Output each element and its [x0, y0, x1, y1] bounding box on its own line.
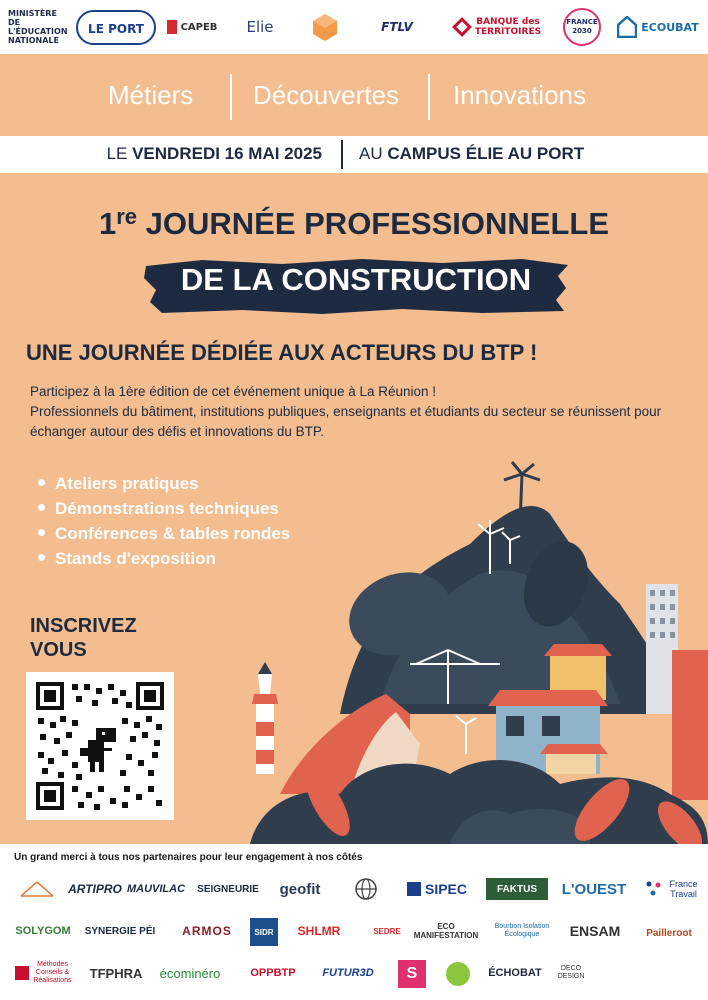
place-value: CAMPUS ÉLIE AU PORT: [387, 144, 585, 163]
partner-logo-deco-design: [556, 960, 586, 986]
partner-logo-bourbon-isolation: [488, 918, 556, 944]
bourbon-isolation-text: Bourbon Isolation Écologique: [494, 923, 550, 938]
partner-logo-pailleroot: [636, 918, 702, 948]
louest-text: L'OUEST: [561, 880, 627, 898]
wind-turbine-icon: [456, 716, 476, 754]
partner-logo-faktus: [486, 878, 548, 900]
sipec-text: SIPEC: [424, 881, 467, 897]
date-place-band: [0, 136, 708, 173]
pillar-innovations: Innovations: [453, 80, 586, 110]
partner-logo-synergie-pei: [84, 918, 156, 944]
ministere-logo: [8, 8, 70, 46]
qr-code-icon: [36, 682, 164, 810]
partner-logo-sidr: [250, 918, 278, 946]
france-2030-line-1: FRANCE: [566, 18, 598, 26]
register-heading: [30, 614, 137, 662]
dots-icon: [645, 880, 663, 898]
ftlv-logo: [366, 8, 428, 46]
partner-logo-ecominero: [152, 960, 228, 986]
partner-logo-artipro: [68, 876, 122, 902]
partner-logo-sipec: [404, 876, 470, 902]
partner-logo-armos: [176, 918, 238, 944]
partner-logo-mauvilac: [126, 876, 186, 902]
ecoubat-logo: [614, 8, 702, 46]
globe-icon: [354, 877, 378, 901]
title-ordinal: 1: [98, 206, 117, 241]
france-2030-line-2: 2030: [572, 27, 592, 35]
partner-logo-green-circle: [444, 960, 472, 988]
bullet-icon: [38, 554, 45, 561]
lighthouse: [252, 662, 278, 774]
pillar-divider: [428, 74, 430, 120]
solygom-text: SOLYGOM: [15, 925, 71, 937]
partner-logo-louest: [558, 876, 630, 902]
elie-logo: [234, 8, 286, 46]
bdt-line-1: BANQUE des: [476, 17, 540, 27]
shlmr-text: SHLMR: [297, 924, 341, 938]
futur3d-text: FUTUR3D: [322, 967, 374, 979]
sidr-text: SIDR: [254, 927, 274, 937]
pillars-row: [0, 72, 708, 122]
partner-logo-s: [398, 960, 426, 988]
capeb-logo: [162, 8, 222, 46]
partner-logo-solygom: [12, 918, 74, 944]
geofit-text: geofit: [279, 880, 321, 898]
seigneurie-text: SEIGNEURIE: [197, 883, 259, 895]
ministere-line-1: MINISTÈRE: [8, 9, 57, 18]
partner-logo-globe: [338, 876, 394, 902]
activity-label: Démonstrations techniques: [55, 499, 279, 518]
echobat-text: ÉCHOBAT: [488, 967, 542, 979]
bullet-icon: [38, 529, 45, 536]
leaf-icon: [445, 961, 471, 987]
sedre-text: SEDRE: [373, 926, 401, 936]
ministere-line-3: NATIONALE: [8, 36, 59, 45]
partner-logo-echobat: [484, 960, 546, 986]
register-line-2: VOUS: [30, 639, 87, 661]
activity-label: Ateliers pratiques: [55, 474, 199, 493]
bullet-icon: [38, 504, 45, 511]
partner-logo-seigneurie: [192, 876, 264, 902]
partner-logo-futur3d: [314, 960, 382, 986]
network-icon: [17, 878, 57, 900]
ensam-text: ENSAM: [569, 923, 621, 939]
partner-logo-tfphra: [86, 960, 146, 986]
intro-paragraph-2: Professionnels du bâtiment, institutions publiques, enseignants et étudiants du secteur se réunissent pour échanger autour des défis et innovations du BTP.: [30, 404, 662, 439]
bdt-line-2: TERRITOIRES: [474, 27, 542, 37]
registration-qr-code[interactable]: [26, 672, 174, 820]
banque-des-territoires-logo: [450, 8, 546, 46]
event-poster: [0, 54, 708, 844]
partner-logo-nconnect: [12, 876, 62, 902]
elie-text: Elie: [246, 18, 274, 36]
oppbtp-text: OPPBTP: [250, 967, 296, 979]
synergie-pei-text: SYNERGIE PÉI: [84, 925, 156, 937]
le-port-text: LE PORT: [88, 21, 144, 36]
pillar-divider: [230, 74, 232, 120]
mauvilac-text: MAUVILAC: [126, 883, 186, 895]
partner-logo-mcr: [12, 960, 76, 986]
mcr-text: Méthodes Conseils & Réalisations: [33, 961, 72, 984]
partner-logo-sedre: [372, 918, 402, 944]
date-value: VENDREDI 16 MAI 2025: [132, 144, 322, 163]
top-logo-strip: [0, 0, 708, 54]
subtitle: UNE JOURNÉE DÉDIÉE AUX ACTEURS DU BTP !: [26, 340, 538, 365]
artipro-text: ARTIPRO: [68, 882, 122, 896]
partners-thanks: Un grand merci à tous nos partenaires pour leur engagement à nos côtés: [14, 852, 363, 863]
tfphra-text: TFPHRA: [89, 965, 143, 981]
france-2030-logo: [560, 8, 604, 46]
ministere-line-2: DE L'ÉDUCATION: [8, 18, 68, 36]
house-icon: [617, 16, 637, 38]
place-prefix: AU: [359, 144, 388, 163]
pillar-metiers: Métiers: [108, 80, 194, 110]
activity-label: Conférences & tables rondes: [55, 524, 291, 543]
title-line-1: [0, 204, 708, 242]
intro-text: [30, 382, 690, 442]
ecominero-text: écominéro: [159, 965, 221, 981]
date-prefix: LE: [106, 144, 133, 163]
partner-logo-ensam: [568, 918, 622, 944]
title-line-1-text: JOURNÉE PROFESSIONNELLE: [137, 206, 609, 241]
event-place: [359, 144, 584, 164]
ftlv-text: FTLV: [381, 20, 413, 34]
france-travail-text: France Travail: [669, 879, 698, 899]
eco-manifestation-text: ECO MANIFESTATION: [413, 922, 479, 940]
pillar-decouvertes: Découvertes: [253, 80, 399, 110]
skyscraper: [646, 584, 708, 800]
pailleroot-text: Pailleroot: [646, 927, 692, 939]
s-letter-icon: S: [406, 965, 418, 982]
partner-logo-oppbtp: [244, 960, 302, 986]
intro-paragraph-1: Participez à la 1ère édition de cet événement unique à La Réunion !: [30, 384, 437, 399]
title-ordinal-suffix: re: [116, 204, 138, 229]
cube-logo: [298, 8, 352, 46]
register-line-1: INSCRIVEZ: [30, 615, 137, 637]
capeb-text: CAPEB: [180, 21, 218, 33]
date-divider: [341, 140, 343, 169]
deco-design-text: DECO DESIGN: [557, 965, 585, 980]
partner-logo-france-travail: [642, 876, 704, 902]
event-date: [107, 144, 322, 164]
construction-illustration: [210, 454, 708, 844]
activity-label: Stands d'exposition: [55, 549, 216, 568]
le-port-logo: [74, 8, 158, 46]
partner-logo-eco-manifestation: [413, 918, 479, 944]
partner-logo-shlmr: [286, 918, 352, 944]
ecoubat-text: ECOUBAT: [641, 20, 699, 34]
bullet-icon: [38, 479, 45, 486]
faktus-text: FAKTUS: [497, 883, 537, 895]
title-line-2: DE LA CONSTRUCTION: [180, 262, 532, 297]
armos-text: ARMOS: [182, 924, 232, 938]
partner-logo-geofit: [272, 876, 328, 902]
